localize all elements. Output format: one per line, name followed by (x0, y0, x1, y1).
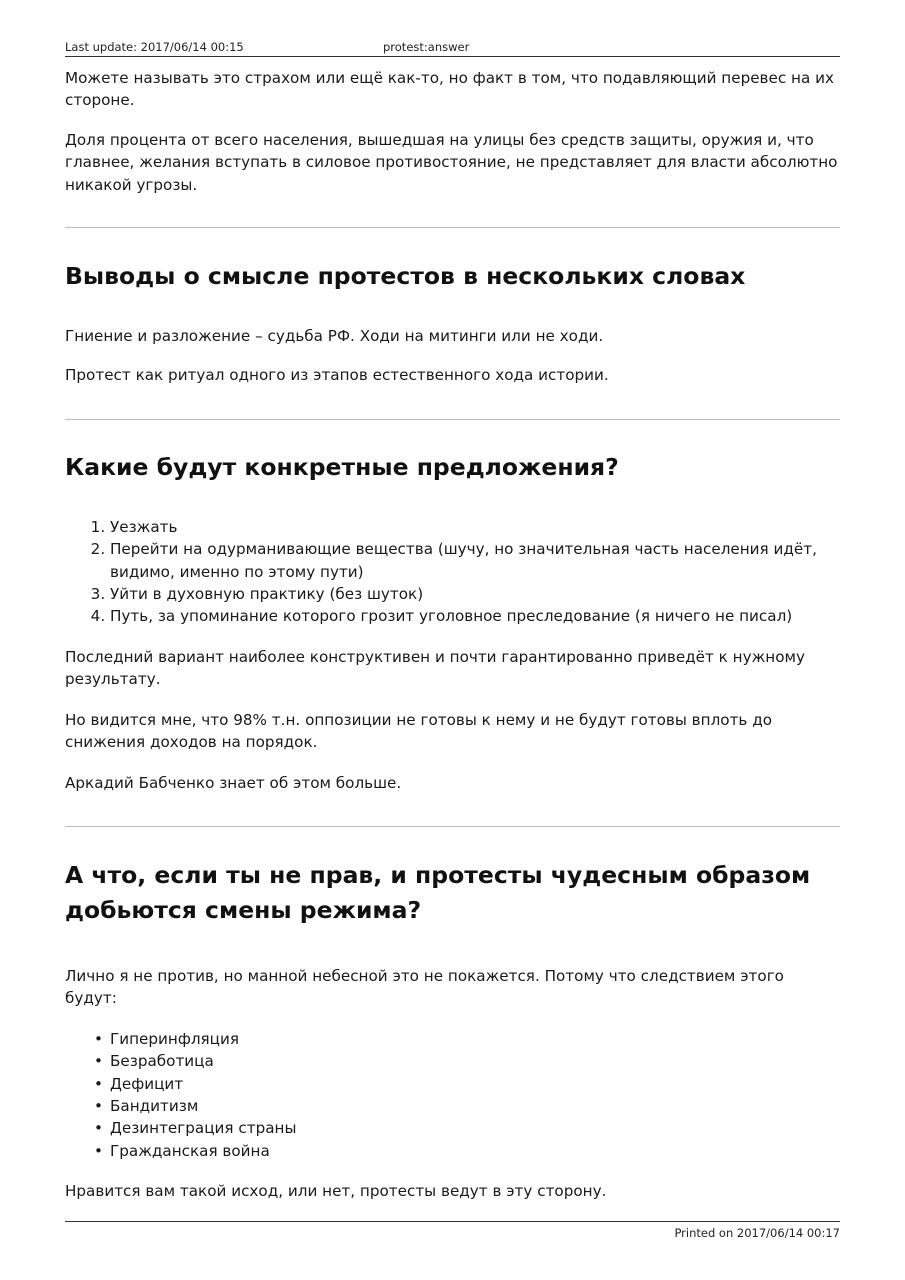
section-heading-conclusions: Выводы о смысле протестов в нескольких словах (65, 262, 746, 291)
consequences-list (65, 1028, 840, 1162)
proposals-paragraph-3: Аркадий Бабченко знает об этом больше. (65, 773, 402, 792)
list-item-text: Бандитизм (110, 1096, 199, 1115)
proposals-paragraph-1: Последний вариант наиболее конструктивен и почти гарантированно приведёт к нужному результату. (65, 647, 805, 689)
section-heading-proposals: Какие будут конкретные предложения? (65, 452, 619, 481)
section-heading-regime-change (65, 858, 840, 928)
regime-paragraph-2: Нравится вам такой исход, или нет, протесты ведут в эту сторону. (65, 1182, 607, 1201)
intro-paragraph-2: Доля процента от всего населения, вышедшая на улицы без средств защиты, оружия и, что главнее, желания вступать в силовое противостояние, не представляет для власти абсолютно никакой угрозы. (65, 130, 838, 194)
intro-paragraph-1: Можете называть это страхом или ещё как-то, но факт в том, что подавляющий перевес на их стороне. (65, 69, 834, 110)
list-item (94, 1117, 840, 1139)
list-item (94, 1140, 840, 1162)
conclusions-paragraph-1: Гниение и разложение – судьба РФ. Ходи на митинги или не ходи. (65, 327, 604, 346)
list-item-text: Дезинтеграция страны (110, 1119, 297, 1138)
list-item (94, 1095, 840, 1117)
printed-on-text: Printed on 2017/06/14 00:17 (674, 1226, 840, 1240)
last-update-text: Last update: 2017/06/14 00:15 (65, 40, 244, 54)
list-item-text: Дефицит (110, 1074, 184, 1093)
list-item (94, 1050, 840, 1072)
regime-paragraph-1: Лично я не против, но манной небесной это не покажется. Потому что следствием этого будут: (65, 966, 784, 1008)
list-item-text: Гражданская война (110, 1141, 270, 1160)
page-id-text: protest:answer (383, 40, 470, 54)
heading-line: А что, если ты не прав, и протесты чудесным образом (65, 860, 811, 889)
page-footer (65, 1221, 840, 1240)
list-item (94, 1028, 840, 1050)
list-item: 2. Перейти на одурманивающие вещества (шучу, но значительная часть населения идёт, видимо, именно по этому пути) (110, 538, 840, 583)
bullet-icon: • (94, 1052, 103, 1071)
heading-line: добьются смены режима? (65, 895, 422, 924)
list-item-text: Гиперинфляция (110, 1029, 240, 1048)
list-item-text: Безработица (110, 1052, 214, 1071)
list-item: 4. Путь, за упоминание которого грозит уголовное преследование (я ничего не писал) (110, 605, 840, 627)
bullet-icon: • (94, 1141, 103, 1160)
document-content (65, 67, 840, 1203)
bullet-icon: • (94, 1119, 103, 1138)
conclusions-paragraph-2: Протест как ритуал одного из этапов естественного хода истории. (65, 366, 609, 385)
proposals-paragraph-2: Но видится мне, что 98% т.н. оппозиции не готовы к нему и не будут готовы вплоть до снижения доходов на порядок. (65, 710, 772, 752)
bullet-icon: • (94, 1074, 103, 1093)
bullet-icon: • (94, 1029, 103, 1048)
bullet-icon: • (94, 1096, 103, 1115)
list-item: 3. Уйти в духовную практику (без шуток) (110, 583, 840, 605)
list-item: 1. Уезжать (110, 516, 840, 538)
page-header (65, 40, 840, 57)
proposals-list (65, 516, 840, 628)
list-item (94, 1073, 840, 1095)
